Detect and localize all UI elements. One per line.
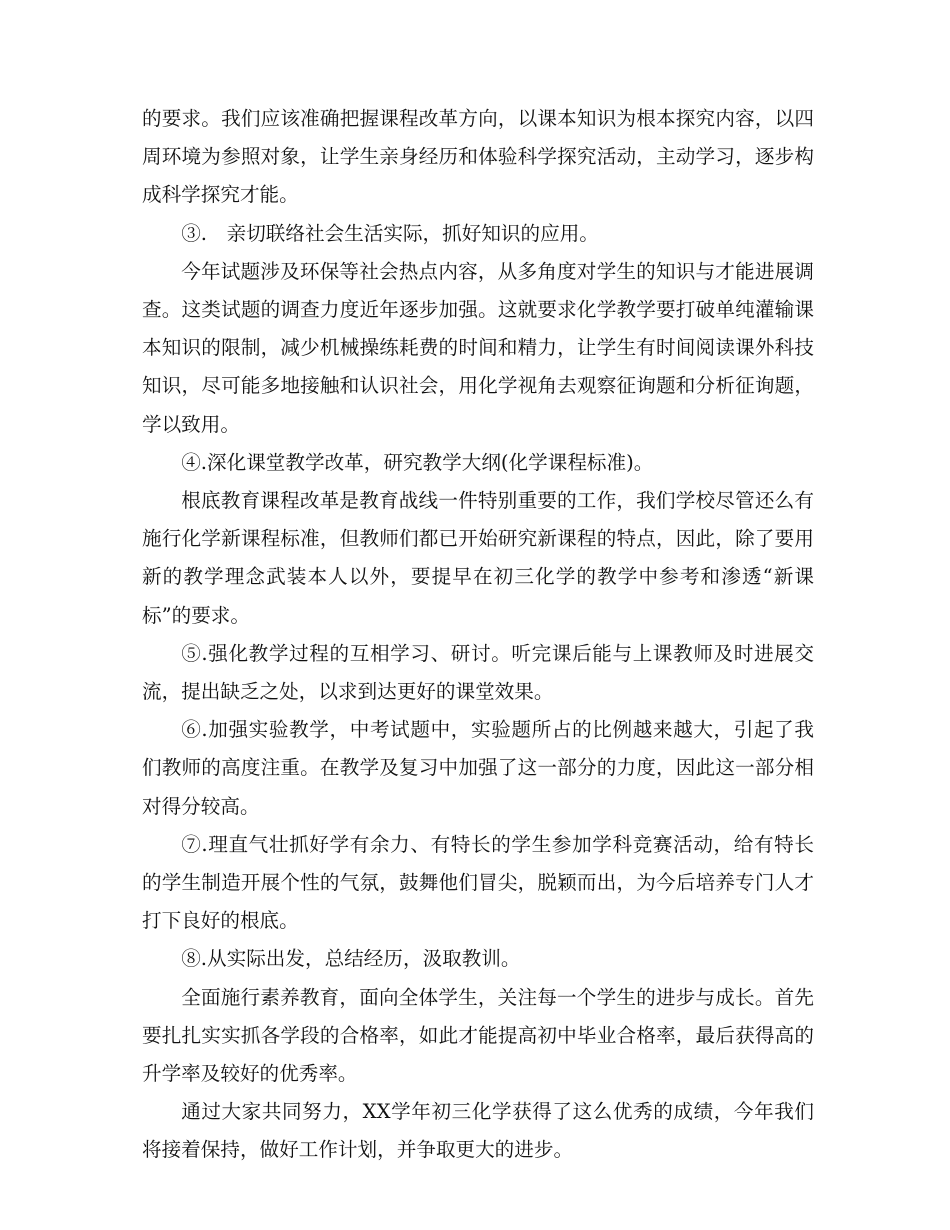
section-item-6: ⑥.加强实验教学，中考试题中，实验题所占的比例越来越大，引起了我们教师的高度注重。在教学及复习中加强了这一部分的力度，因此这一部分相对得分较高。 [142, 718, 814, 818]
paragraph-quality-education: 全面施行素养教育，面向全体学生，关注每一个学生的进步与成长。首先要扎扎实实抓各学段的合格率，如此才能提高初中毕业合格率，最后获得高的升学率及较好的优秀率。 [142, 985, 814, 1086]
paragraph-exam-content: 今年试题涉及环保等社会热点内容，从多角度对学生的知识与才能进展调查。这类试题的调查力度近年逐步加强。这就要求化学教学要打破单纯灌输课本知识的限制，减少机械操练耗费的时间和精力，让学生有时间阅读课外科技知识，尽可能多地接触和认识社会，用化学视角去观察征询题和分析征询题，学以致用。 [142, 259, 814, 436]
section-heading-8: ⑧.从实际出发，总结经历，汲取教训。 [181, 947, 521, 971]
paragraph-continuation: 的要求。我们应该准确把握课程改革方向，以课本知识为根本探究内容，以四周环境为参照对象，让学生亲身经历和体验科学探究活动，主动学习，逐步构成科学探究才能。 [142, 107, 814, 207]
paragraph-curriculum-reform: 根底教育课程改革是教育战线一件特别重要的工作，我们学校尽管还么有施行化学新课程标准，但教师们都已开始研究新课程的特点，因此，除了要用新的教学理念武装本人以外，要提早在初三化学的教学中参考和渗透“新课标”的要求。 [142, 489, 814, 627]
section-heading-3: ③. 亲切联络社会生活实际，抓好知识的应用。 [181, 221, 599, 245]
section-item-5: ⑤.强化教学过程的互相学习、研讨。听完课后能与上课教师及时进展交流，提出缺乏之处，以求到达更好的课堂效果。 [142, 641, 814, 704]
paragraph-conclusion: 通过大家共同努力，XX学年初三化学获得了这么优秀的成绩，今年我们将接着保持，做好工作计划，并争取更大的进步。 [142, 1100, 814, 1162]
section-heading-4: ④.深化课堂教学改革，研究教学大纲(化学课程标准)。 [181, 450, 654, 474]
section-item-7: ⑦.理直气壮抓好学有余力、有特长的学生参加学科竞赛活动，给有特长的学生制造开展个性的气氛，鼓舞他们冒尖，脱颖而出，为今后培养专门人才打下良好的根底。 [142, 832, 814, 933]
document-page [142, 100, 814, 1170]
